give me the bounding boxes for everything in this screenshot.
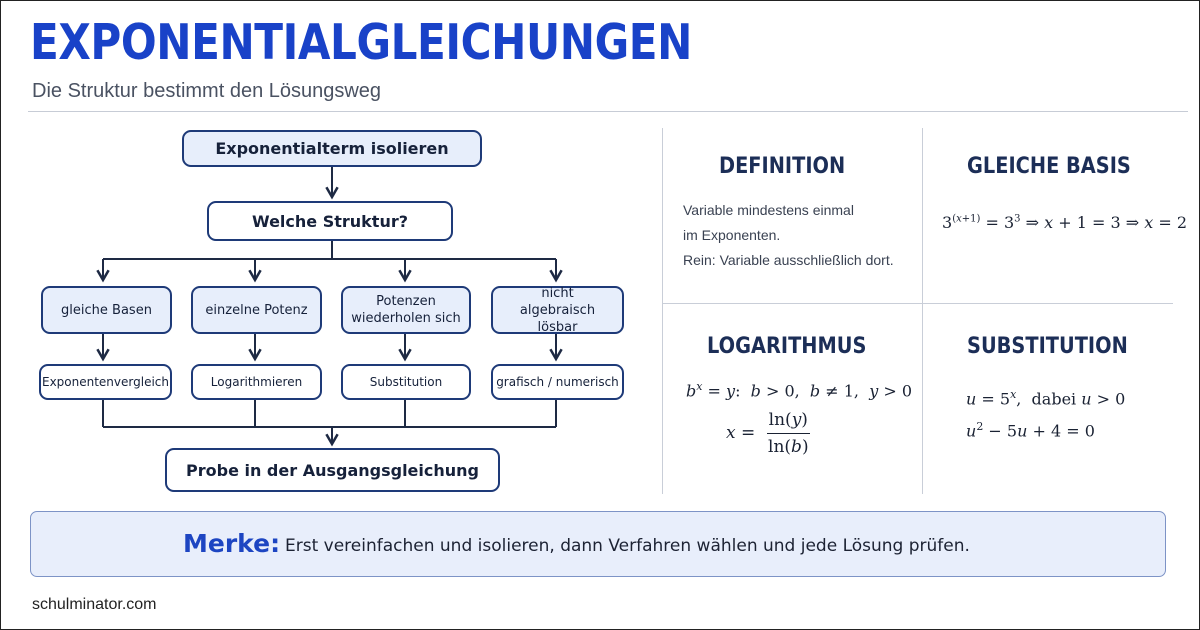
- definition-line: Variable mindestens einmal: [683, 202, 854, 218]
- formula-logarithmus-condition: $b^x = y$: b > 0, b ≠ 1, y > 0: [686, 380, 912, 401]
- flow-method-box: Exponentenvergleich: [39, 364, 172, 400]
- flow-case-box: Potenzen wiederholen sich: [341, 286, 471, 334]
- card-title-substitution: SUBSTITUTION: [967, 334, 1128, 359]
- formula-logarithmus-solution: x = $\frac{\ln(y)}{\ln(b)}$: [726, 410, 809, 457]
- flow-case-box: nicht algebraisch lösbar: [491, 286, 624, 334]
- flow-case-box: gleiche Basen: [41, 286, 172, 334]
- grid-divider-horizontal: [662, 303, 1173, 304]
- flow-case-box: einzelne Potenz: [191, 286, 322, 334]
- definition-line: Rein: Variable ausschließlich dort.: [683, 252, 894, 268]
- grid-divider-middle: [922, 128, 923, 494]
- formula-substitution-definition: $u = 5^x$, dabei u > 0: [966, 388, 1126, 409]
- merke-banner: [30, 511, 1166, 577]
- card-title-definition: DEFINITION: [719, 154, 846, 179]
- page-title: EXPONENTIALGLEICHUNGEN: [30, 14, 692, 71]
- flow-end-box: Probe in der Ausgangsgleichung: [165, 448, 500, 492]
- flowchart-connectors: [0, 0, 640, 500]
- flow-question-box: Welche Struktur?: [207, 201, 453, 241]
- footer-source: schulminator.com: [32, 596, 157, 613]
- merke-text: Erst vereinfachen und isolieren, dann Verfahren wählen und jede Lösung prüfen.: [285, 536, 970, 556]
- definition-line: im Exponenten.: [683, 227, 781, 243]
- merke-label: Merke:: [183, 529, 281, 558]
- page-subtitle: Die Struktur bestimmt den Lösungsweg: [32, 80, 382, 102]
- flow-start-box: Exponentialterm isolieren: [182, 130, 482, 167]
- formula-gleiche-basis: $3^{(x+1)} = 3^3$ ⇒ x + 1 = 3 ⇒ x = 2: [942, 213, 1188, 232]
- card-title-gleiche-basis: GLEICHE BASIS: [967, 154, 1131, 179]
- card-title-logarithmus: LOGARITHMUS: [707, 334, 867, 359]
- card-text-definition: [683, 198, 894, 273]
- flow-method-box: Substitution: [341, 364, 471, 400]
- formula-substitution-equation: $u^2 - 5u + 4 = 0$: [966, 420, 1095, 441]
- grid-divider-left: [662, 128, 663, 494]
- flow-method-box: Logarithmieren: [191, 364, 322, 400]
- flow-method-box: grafisch / numerisch: [491, 364, 624, 400]
